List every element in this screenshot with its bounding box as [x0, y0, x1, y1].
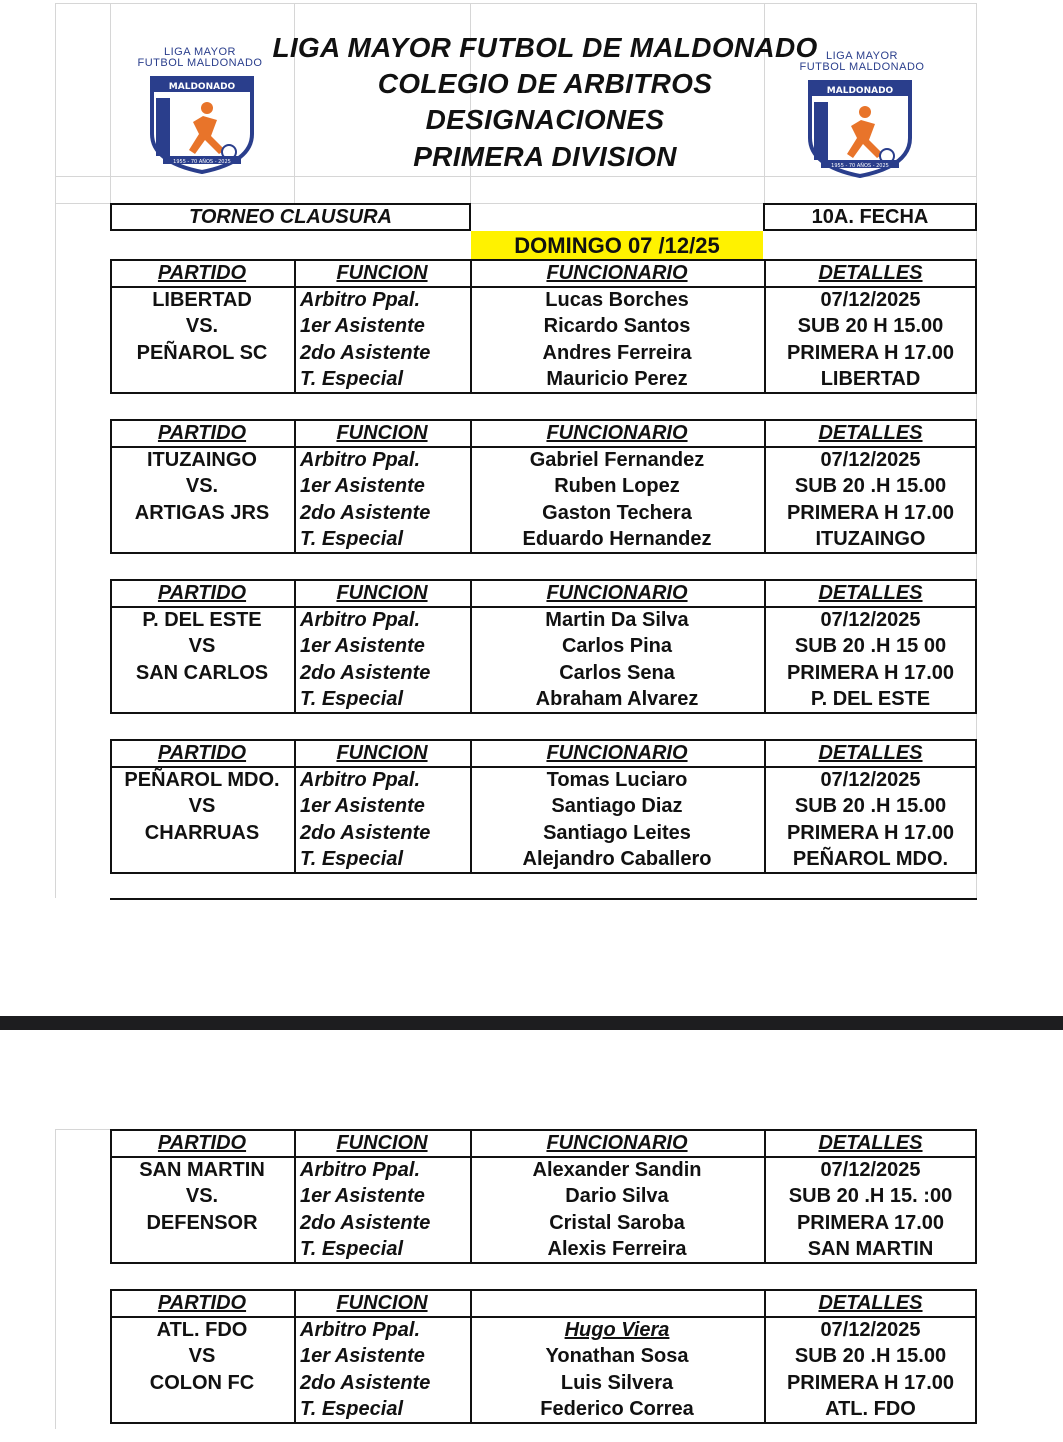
- match-detail: PRIMERA H 17.00: [786, 661, 955, 684]
- official-name: Alejandro Caballero: [522, 848, 712, 871]
- column-header-funcion: FUNCION: [336, 742, 428, 764]
- column-header-funcion: FUNCION: [336, 262, 428, 284]
- match-detail: ITUZAINGO: [815, 528, 926, 551]
- official-name: Carlos Pina: [561, 635, 673, 658]
- spreadsheet-page-2: [0, 1030, 1063, 1442]
- column-header-partido: PARTIDO: [157, 582, 247, 604]
- official-role: T. Especial: [300, 528, 404, 551]
- page-subtitle: DESIGNACIONES: [425, 104, 665, 135]
- official-name: Abraham Alvarez: [535, 688, 699, 711]
- official-name: Ruben Lopez: [554, 475, 680, 498]
- team-name: LIBERTAD: [152, 288, 252, 311]
- round-label: 10A. FECHA: [811, 206, 929, 228]
- page-subtitle: PRIMERA DIVISION: [413, 141, 677, 172]
- official-name: Hugo Viera: [564, 1318, 670, 1341]
- match-detail: PEÑAROL MDO.: [792, 848, 949, 871]
- page-subtitle: COLEGIO DE ARBITROS: [377, 68, 713, 99]
- official-role: T. Especial: [300, 1398, 404, 1421]
- official-name: Gabriel Fernandez: [529, 448, 705, 471]
- column-header-funcionario: [470, 1290, 764, 1317]
- svg-text:1955 - 70 AÑOS - 2025: 1955 - 70 AÑOS - 2025: [831, 163, 889, 169]
- team-name: PEÑAROL SC: [136, 341, 268, 364]
- team-name: P. DEL ESTE: [142, 608, 262, 631]
- column-header-partido: PARTIDO: [157, 262, 247, 284]
- official-role: 1er Asistente: [300, 315, 425, 338]
- team-name: ITUZAINGO: [147, 448, 257, 471]
- svg-text:MALDONADO: MALDONADO: [168, 82, 236, 92]
- official-role: Arbitro Ppal.: [300, 768, 421, 791]
- official-name: Eduardo Hernandez: [522, 528, 712, 551]
- versus-label: VS.: [185, 1185, 219, 1208]
- tournament-name: TORNEO CLAUSURA: [189, 206, 392, 228]
- match-detail: SUB 20 .H 15.00: [794, 1345, 947, 1368]
- match-detail: 07/12/2025: [820, 1318, 921, 1341]
- official-name: Cristal Saroba: [549, 1211, 685, 1234]
- column-header-partido: PARTIDO: [157, 422, 247, 444]
- logo-caption: FUTBOL MALDONADO: [137, 57, 263, 69]
- bottom-rule: [110, 898, 977, 900]
- official-role: 2do Asistente: [300, 1371, 431, 1394]
- column-header-detalles: DETALLES: [818, 1132, 923, 1154]
- match-detail: PRIMERA H 17.00: [786, 501, 955, 524]
- team-name: ATL. FDO: [156, 1318, 248, 1341]
- match-detail: 07/12/2025: [820, 448, 921, 471]
- official-role: T. Especial: [300, 688, 404, 711]
- column-header-detalles: DETALLES: [818, 262, 923, 284]
- team-name: PEÑAROL MDO.: [124, 768, 280, 791]
- column-header-funcionario: FUNCIONARIO: [546, 262, 688, 284]
- team-name: DEFENSOR: [146, 1211, 258, 1234]
- match-detail: SAN MARTIN: [807, 1238, 934, 1261]
- official-role: 1er Asistente: [300, 1345, 425, 1368]
- official-role: Arbitro Ppal.: [300, 448, 421, 471]
- column-header-detalles: DETALLES: [818, 582, 923, 604]
- match-detail: SUB 20 .H 15.00: [794, 475, 947, 498]
- team-name: COLON FC: [149, 1371, 255, 1394]
- official-role: 1er Asistente: [300, 635, 425, 658]
- official-name: Andres Ferreira: [542, 341, 692, 364]
- match-detail: 07/12/2025: [820, 768, 921, 791]
- official-role: 1er Asistente: [300, 795, 425, 818]
- match-detail: SUB 20 .H 15.00: [794, 795, 947, 818]
- match-detail: 07/12/2025: [820, 608, 921, 631]
- official-role: 1er Asistente: [300, 1185, 425, 1208]
- official-name: Tomas Luciaro: [546, 768, 688, 791]
- match-detail: PRIMERA H 17.00: [786, 341, 955, 364]
- team-name: CHARRUAS: [144, 821, 260, 844]
- official-name: Gaston Techera: [542, 501, 692, 524]
- team-name: ARTIGAS JRS: [134, 501, 270, 524]
- official-name: Luis Silvera: [560, 1371, 674, 1394]
- official-role: Arbitro Ppal.: [300, 288, 421, 311]
- column-header-funcionario: FUNCIONARIO: [546, 742, 688, 764]
- official-role: Arbitro Ppal.: [300, 608, 421, 631]
- column-header-funcionario: FUNCIONARIO: [546, 1132, 688, 1154]
- official-name: Santiago Diaz: [551, 795, 683, 818]
- official-name: Carlos Sena: [559, 661, 675, 684]
- column-header-detalles: DETALLES: [818, 1292, 923, 1314]
- match-detail: ATL. FDO: [825, 1398, 916, 1421]
- official-name: Mauricio Perez: [546, 368, 688, 391]
- match-detail: SUB 20 .H 15. :00: [788, 1185, 953, 1208]
- official-role: 1er Asistente: [300, 475, 425, 498]
- match-detail: PRIMERA H 17.00: [786, 821, 955, 844]
- match-detail: 07/12/2025: [820, 1158, 921, 1181]
- official-role: Arbitro Ppal.: [300, 1158, 421, 1181]
- official-name: Alexis Ferreira: [547, 1238, 687, 1261]
- column-header-funcion: FUNCION: [336, 1292, 428, 1314]
- official-name: Santiago Leites: [543, 821, 691, 844]
- column-header-funcionario: FUNCIONARIO: [546, 422, 688, 444]
- match-detail: LIBERTAD: [820, 368, 921, 391]
- league-crest-icon: [147, 74, 257, 174]
- column-header-detalles: DETALLES: [818, 422, 923, 444]
- page-title: LIGA MAYOR FUTBOL DE MALDONADO: [272, 32, 818, 63]
- official-role: T. Especial: [300, 368, 404, 391]
- match-detail: PRIMERA 17.00: [796, 1211, 945, 1234]
- official-name: Alexander Sandin: [532, 1158, 702, 1181]
- match-detail: P. DEL ESTE: [810, 688, 931, 711]
- official-name: Martin Da Silva: [545, 608, 689, 631]
- column-header-funcion: FUNCION: [336, 582, 428, 604]
- versus-label: VS: [188, 1345, 216, 1368]
- league-logo-left: [135, 46, 265, 186]
- official-role: 2do Asistente: [300, 341, 431, 364]
- official-role: 2do Asistente: [300, 661, 431, 684]
- column-header-partido: PARTIDO: [157, 1292, 247, 1314]
- match-detail: 07/12/2025: [820, 288, 921, 311]
- team-name: SAN MARTIN: [139, 1158, 265, 1181]
- versus-label: VS.: [185, 315, 219, 338]
- column-header-partido: PARTIDO: [157, 742, 247, 764]
- svg-text:1955 - 70 AÑOS - 2025: 1955 - 70 AÑOS - 2025: [173, 159, 231, 165]
- logo-caption: LIGA MAYOR: [163, 46, 237, 58]
- official-name: Lucas Borches: [545, 288, 689, 311]
- svg-text:MALDONADO: MALDONADO: [826, 86, 894, 96]
- official-role: Arbitro Ppal.: [300, 1318, 421, 1341]
- match-day-label: DOMINGO 07 /12/25: [471, 231, 763, 259]
- column-header-funcion: FUNCION: [336, 422, 428, 444]
- official-name: Yonathan Sosa: [545, 1345, 689, 1368]
- official-name: Dario Silva: [565, 1185, 669, 1208]
- versus-label: VS.: [185, 475, 219, 498]
- logo-caption: FUTBOL MALDONADO: [799, 61, 925, 73]
- column-header-funcion: FUNCION: [336, 1132, 428, 1154]
- official-role: T. Especial: [300, 848, 404, 871]
- official-role: T. Especial: [300, 1238, 404, 1261]
- column-header-partido: PARTIDO: [157, 1132, 247, 1154]
- official-name: Ricardo Santos: [543, 315, 691, 338]
- official-role: 2do Asistente: [300, 821, 431, 844]
- official-role: 2do Asistente: [300, 1211, 431, 1234]
- official-name: Federico Correa: [540, 1398, 694, 1421]
- versus-label: VS: [188, 635, 216, 658]
- match-detail: SUB 20 H 15.00: [797, 315, 944, 338]
- official-role: 2do Asistente: [300, 501, 431, 524]
- match-detail: PRIMERA H 17.00: [786, 1371, 955, 1394]
- logo-caption: LIGA MAYOR: [825, 50, 899, 62]
- versus-label: VS: [188, 795, 216, 818]
- match-detail: SUB 20 .H 15 00: [794, 635, 947, 658]
- column-header-detalles: DETALLES: [818, 742, 923, 764]
- page-divider: [0, 1016, 1063, 1030]
- team-name: SAN CARLOS: [135, 661, 269, 684]
- column-header-funcionario: FUNCIONARIO: [546, 582, 688, 604]
